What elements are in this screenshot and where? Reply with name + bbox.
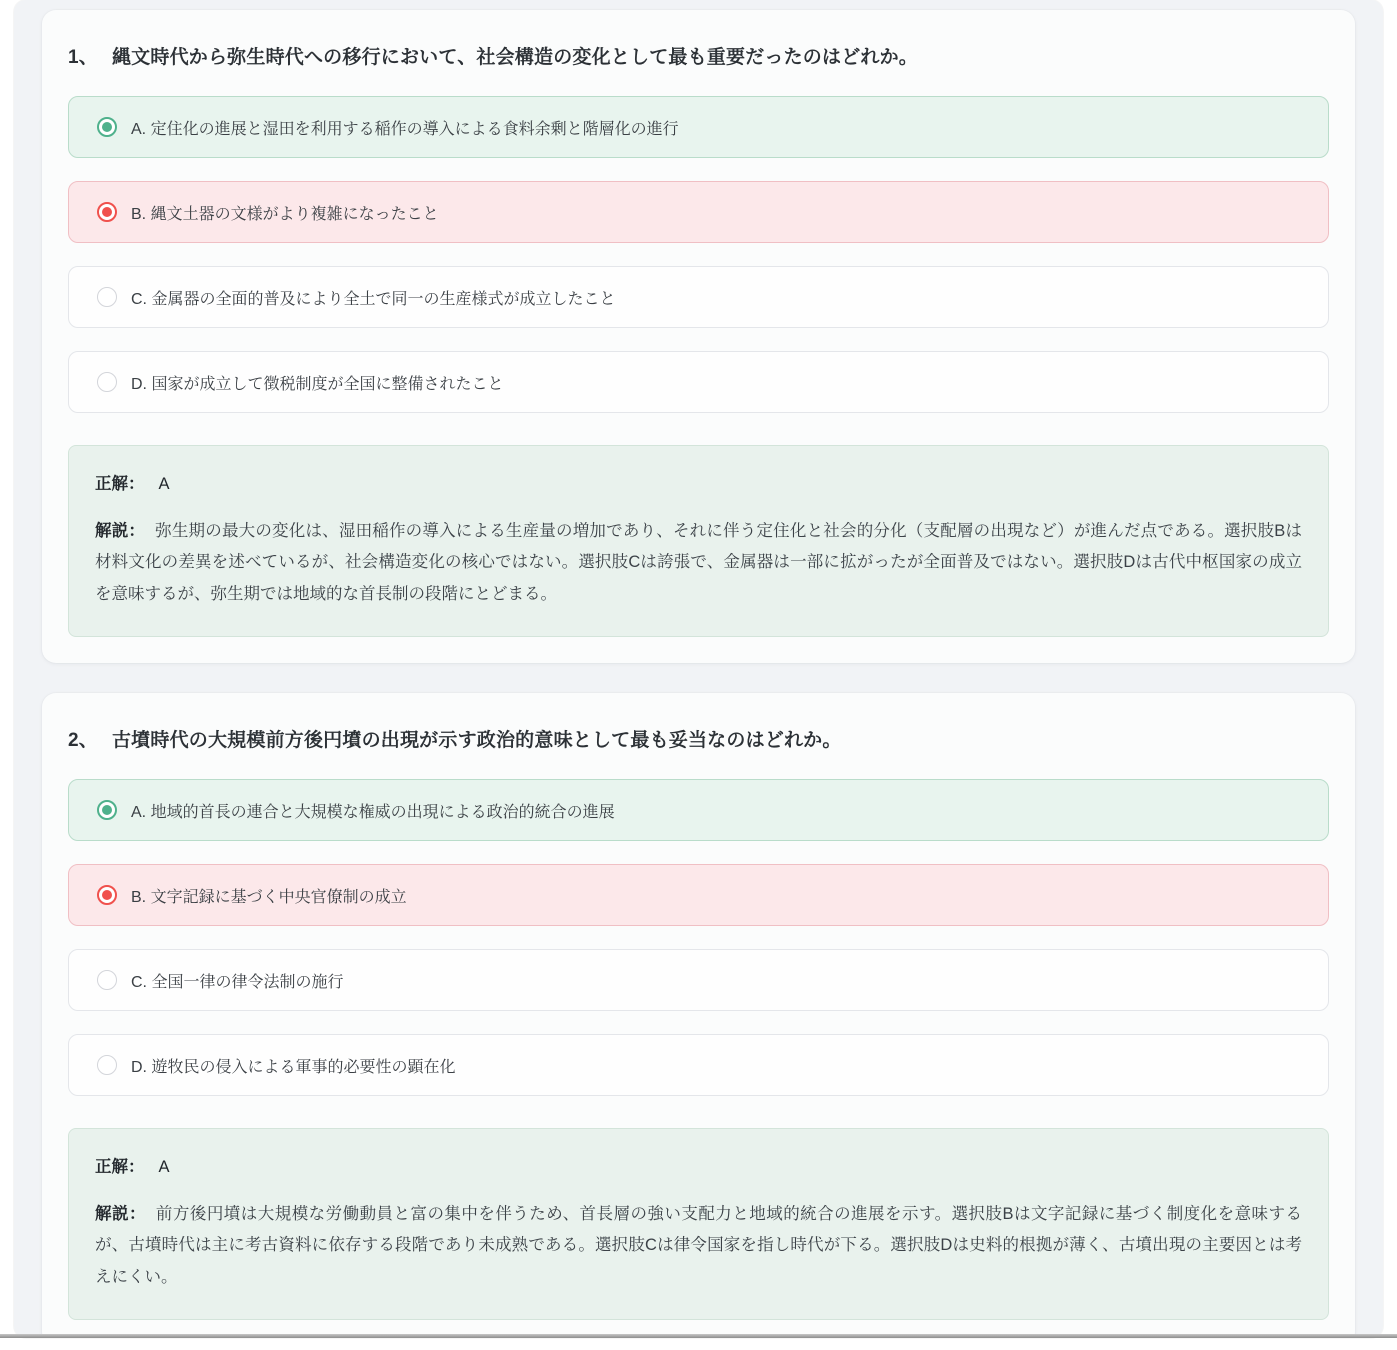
radio-selected-correct-icon xyxy=(97,117,117,137)
question-text: 古墳時代の大規模前方後円墳の出現が示す政治的意味として最も妥当なのはどれか。 xyxy=(111,730,842,752)
option-label: D. 遊牧民の侵入による軍事的必要性の顕在化 xyxy=(131,1058,456,1076)
question-card-2 xyxy=(42,693,1355,1338)
explanation-label: 解説： xyxy=(95,522,146,540)
option-label: A. 定住化の進展と湿田を利用する稲作の導入による食料余剰と階層化の進行 xyxy=(131,120,679,138)
correct-answer-label: 正解： xyxy=(95,475,145,493)
option-a[interactable] xyxy=(68,779,1329,841)
option-label: C. 金属器の全面的普及により全土で同一の生産様式が成立したこと xyxy=(131,290,616,308)
radio-selected-wrong-icon xyxy=(97,885,117,905)
option-c[interactable] xyxy=(68,949,1329,1011)
option-d[interactable] xyxy=(68,1034,1329,1096)
option-d[interactable] xyxy=(68,351,1329,413)
radio-unselected-icon xyxy=(97,970,117,990)
question-card-1 xyxy=(42,10,1355,663)
option-label: C. 全国一律の律令法制の施行 xyxy=(131,973,344,991)
option-b[interactable] xyxy=(68,864,1329,926)
radio-unselected-icon xyxy=(97,1055,117,1075)
option-label: B. 文字記録に基づく中央官僚制の成立 xyxy=(131,888,407,906)
explanation-box xyxy=(68,1128,1329,1320)
option-label: B. 縄文土器の文様がより複雑になったこと xyxy=(131,205,439,223)
question-title xyxy=(68,717,1329,756)
radio-unselected-icon xyxy=(97,372,117,392)
correct-answer-value: A xyxy=(158,1158,170,1177)
radio-selected-correct-icon xyxy=(97,800,117,820)
option-label: D. 国家が成立して徴税制度が全国に整備されたこと xyxy=(131,375,504,393)
explanation-box xyxy=(68,445,1329,637)
correct-answer-line xyxy=(95,1153,1302,1177)
window-bottom-edge xyxy=(0,1334,1397,1338)
question-number: 2、 xyxy=(68,730,98,752)
explanation-paragraph xyxy=(95,1199,1302,1293)
explanation-body: 前方後円墳は大規模な労働動員と富の集中を伴うため、首長層の強い支配力と地域的統合の進展を示す。選択肢Bは文字記録に基づく制度化を意味するが、古墳時代は主に考古資料に依存する段階であり未成熟である。選択肢Cは律令国家を指し時代が下る。選択肢Dは史料的根拠が薄く、古墳出現の主要因とは考えにくい。 xyxy=(95,1205,1303,1286)
question-title xyxy=(68,34,1329,73)
correct-answer-label: 正解： xyxy=(95,1158,145,1177)
option-a[interactable] xyxy=(68,96,1329,158)
question-number: 1、 xyxy=(68,47,98,68)
correct-answer-line xyxy=(95,470,1302,494)
question-text: 縄文時代から弥生時代への移行において、社会構造の変化として最も重要だったのはどれか。 xyxy=(111,47,918,68)
radio-selected-wrong-icon xyxy=(97,202,117,222)
explanation-body: 弥生期の最大の変化は、湿田稲作の導入による生産量の増加であり、それに伴う定住化と社会的分化（支配層の出現など）が進んだ点である。選択肢Bは材料文化の差異を述べているが、社会構造変化の核心ではない。選択肢Cは誇張で、金属器は一部に拡がったが全面普及ではない。選択肢Dは古代中枢国家の成立を意味するが、弥生期では地域的な首長制の段階にとどまる。 xyxy=(95,522,1303,603)
explanation-label: 解説： xyxy=(95,1205,146,1224)
radio-unselected-icon xyxy=(97,287,117,307)
quiz-board xyxy=(14,0,1383,1338)
option-label: A. 地域的首長の連合と大規模な権威の出現による政治的統合の進展 xyxy=(131,803,615,821)
option-c[interactable] xyxy=(68,266,1329,328)
option-b[interactable] xyxy=(68,181,1329,243)
explanation-paragraph xyxy=(95,516,1302,610)
correct-answer-value: A xyxy=(158,475,170,493)
